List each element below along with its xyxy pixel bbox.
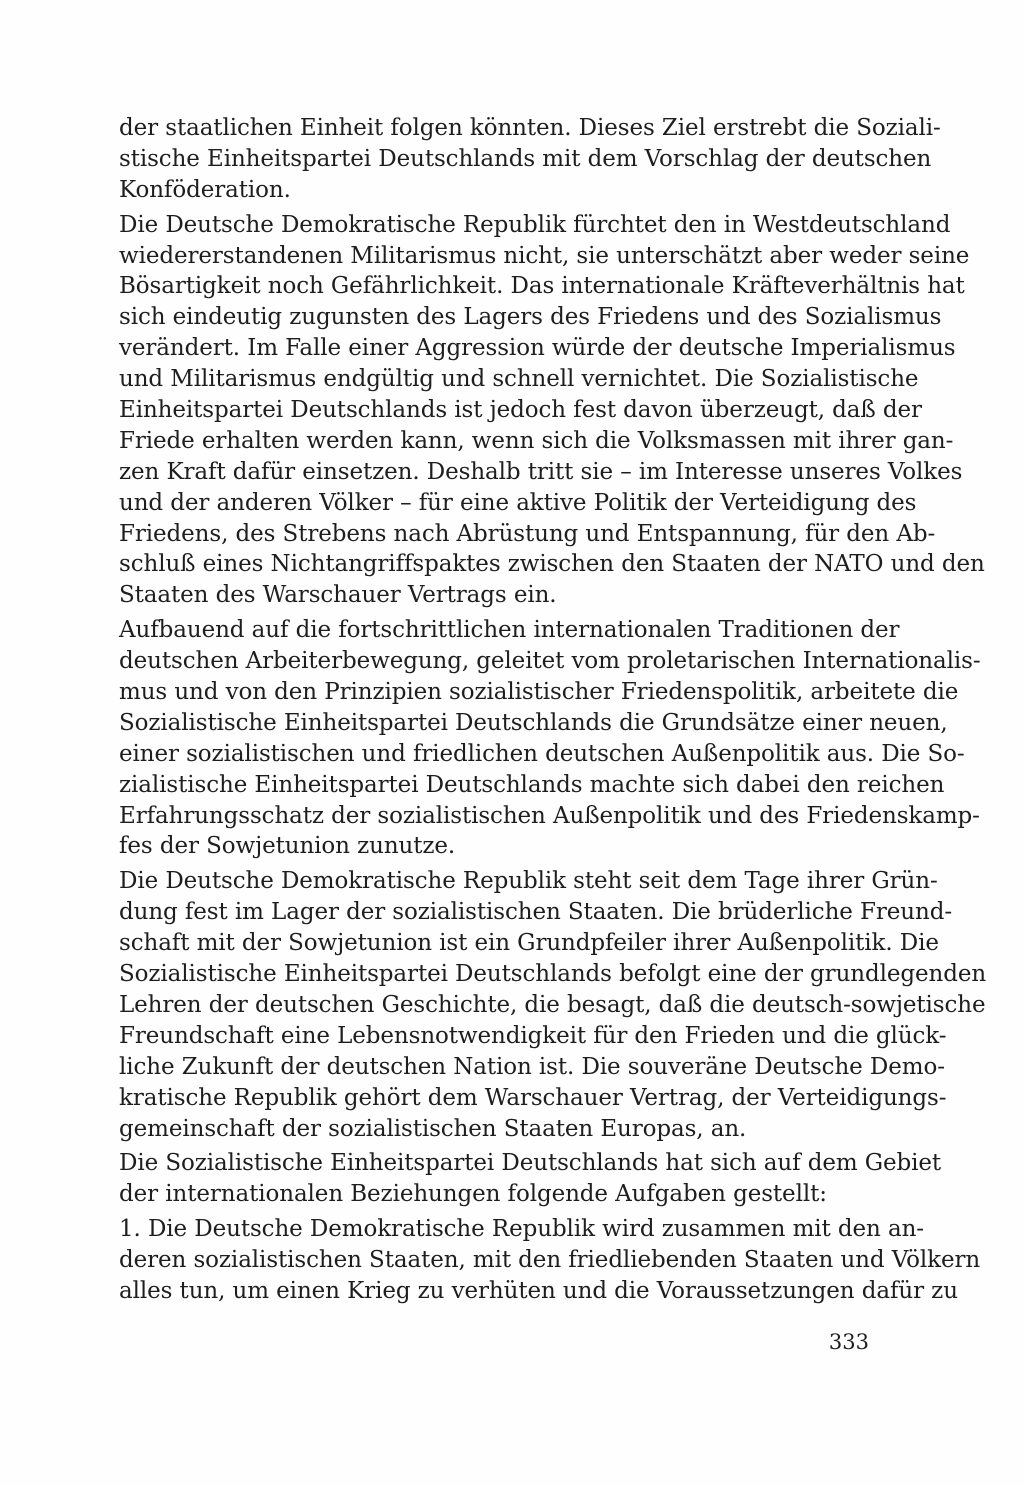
text-line: Sozialistische Einheitspartei Deutschlands befolgt eine der grundlegenden (119, 961, 987, 988)
text-line: 1. Die Deutsche Demokratische Republik wird zusammen mit den an- (119, 1216, 924, 1243)
text-line: Einheitspartei Deutschlands ist jedoch fest davon überzeugt, daß der (119, 397, 922, 424)
text-line: wiedererstandenen Militarismus nicht, sie unterschätzt aber weder seine (119, 242, 970, 269)
text-line: zen Kraft dafür einsetzen. Deshalb tritt sie – im Interesse unseres Volkes (119, 458, 963, 485)
paragraph (119, 615, 981, 862)
text-line: verändert. Im Falle einer Aggression würde der deutsche Imperialismus (119, 335, 956, 362)
body-text (119, 113, 987, 1311)
text-line: Friedens, des Strebens nach Abrüstung und Entspannung, für den Ab- (119, 520, 936, 547)
text-line: Freundschaft eine Lebensnotwendigkeit für den Frieden und die glück- (119, 1022, 947, 1049)
text-line: schluß eines Nichtangriffspaktes zwischen den Staaten der NATO und den (119, 551, 985, 578)
paragraph (119, 1214, 981, 1307)
text-line: Aufbauend auf die fortschrittlichen internationalen Traditionen der (119, 617, 900, 644)
text-line: alles tun, um einen Krieg zu verhüten und die Voraussetzungen dafür zu (119, 1277, 958, 1304)
text-line: und der anderen Völker – für eine aktive Politik der Verteidigung des (119, 489, 917, 516)
paragraph (119, 1148, 942, 1210)
text-line: und Militarismus endgültig und schnell vernichtet. Die Sozialistische (119, 366, 919, 393)
text-line: dung fest im Lager der sozialistischen Staaten. Die brüderliche Freund- (119, 899, 952, 926)
text-line: Friede erhalten werden kann, wenn sich die Volksmassen mit ihrer gan- (119, 427, 954, 454)
text-line: liche Zukunft der deutschen Nation ist. Die souveräne Deutsche Demo- (119, 1053, 945, 1080)
text-line: fes der Sowjetunion zunutze. (119, 833, 456, 860)
paragraph (119, 866, 987, 1144)
text-line: gemeinschaft der sozialistischen Staaten Europas, an. (119, 1115, 747, 1142)
text-line: Die Deutsche Demokratische Republik steht seit dem Tage ihrer Grün- (119, 868, 938, 895)
text-line: stische Einheitspartei Deutschlands mit dem Vorschlag der deutschen (119, 145, 932, 172)
text-line: deren sozialistischen Staaten, mit den friedliebenden Staaten und Völkern (119, 1247, 981, 1274)
paragraph (119, 210, 985, 612)
text-line: der staatlichen Einheit folgen könnten. Dieses Ziel erstrebt die Soziali- (119, 115, 941, 141)
page-number: 333 (828, 1330, 869, 1354)
text-line: mus und von den Prinzipien sozialistischer Friedenspolitik, arbeitete die (119, 679, 959, 706)
text-line: sich eindeutig zugunsten des Lagers des Friedens und des Sozialismus (119, 304, 942, 331)
text-line: zialistische Einheitspartei Deutschlands machte sich dabei den reichen (119, 771, 945, 798)
text-line: Konföderation. (119, 176, 291, 203)
text-line: schaft mit der Sowjetunion ist ein Grundpfeiler ihrer Außenpolitik. Die (119, 930, 939, 957)
text-line: der internationalen Beziehungen folgende Aufgaben gestellt: (119, 1181, 827, 1208)
text-line: Die Sozialistische Einheitspartei Deutschlands hat sich auf dem Gebiet (119, 1150, 942, 1177)
text-line: Bösartigkeit noch Gefährlichkeit. Das internationale Kräfteverhältnis hat (119, 273, 965, 300)
text-line: Lehren der deutschen Geschichte, die besagt, daß die deutsch-sowjetische (119, 991, 986, 1018)
paragraph (119, 113, 941, 206)
text-line: Sozialistische Einheitspartei Deutschlands die Grundsätze einer neuen, (119, 709, 948, 736)
text-line: deutschen Arbeiterbewegung, geleitet vom proletarischen Internationalis- (119, 648, 981, 675)
text-line: kratische Republik gehört dem Warschauer Vertrag, der Verteidigungs- (119, 1084, 947, 1111)
text-line: Die Deutsche Demokratische Republik fürchtet den in Westdeutschland (119, 211, 951, 238)
text-line: Staaten des Warschauer Vertrags ein. (119, 582, 557, 609)
text-line: einer sozialistischen und friedlichen deutschen Außenpolitik aus. Die So- (119, 740, 965, 767)
text-line: Erfahrungsschatz der sozialistischen Außenpolitik und des Friedenskamp- (119, 802, 980, 829)
